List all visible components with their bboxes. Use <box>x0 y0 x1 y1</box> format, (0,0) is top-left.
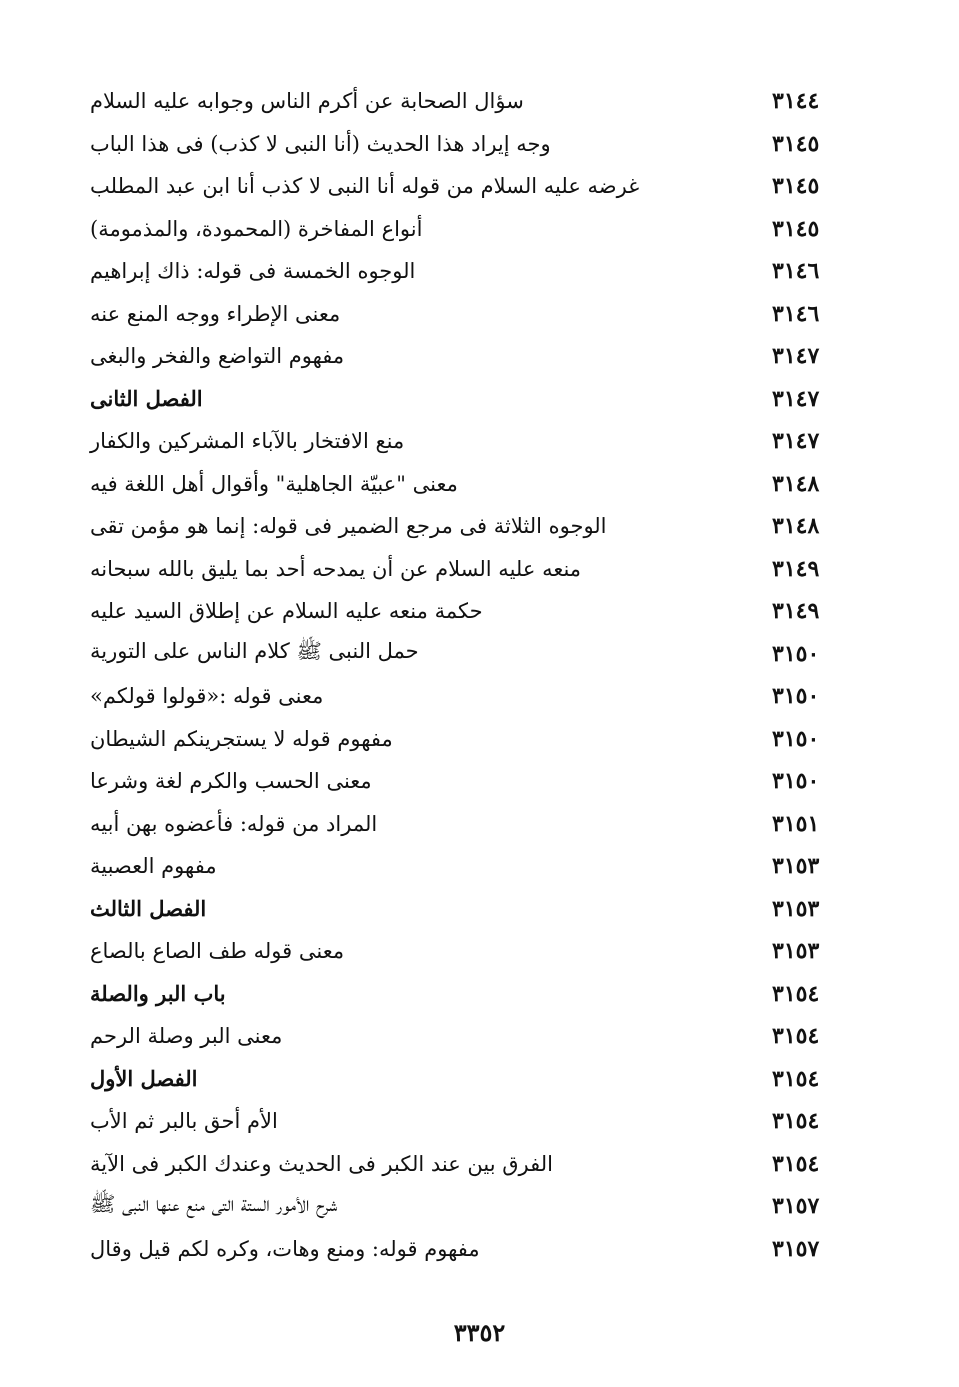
toc-entry-title: معنى الحسب والكرم لغة وشرعا <box>90 769 372 794</box>
toc-entry <box>90 633 852 676</box>
toc-entry <box>90 845 852 888</box>
toc-entry-title: وجه إيراد هذا الحديث (أنا النبى لا كذب) فى هذا الباب <box>90 131 551 156</box>
toc-entry-page-number: ٣١٥٣ <box>772 853 820 880</box>
toc-entry-title: المراد من قوله: فأعضوه بهن أبيه <box>90 811 378 836</box>
page-number: ٣٣٥٢ <box>453 1318 506 1347</box>
toc-entry-title: حمل النبى ﷺ كلام الناس على التورية <box>90 639 419 664</box>
toc-entry-title: معنى قوله :«قولوا قولكم» <box>90 684 324 709</box>
toc-entry <box>90 590 852 633</box>
toc-section-heading <box>90 378 852 421</box>
toc-entry-page-number: ٣١٥٤ <box>772 1023 820 1050</box>
toc-entry-page-number: ٣١٥٤ <box>772 1065 820 1092</box>
toc-entry <box>90 335 852 378</box>
toc-entry-page-number: ٣١٥١ <box>772 810 820 837</box>
toc-section-heading <box>90 888 852 931</box>
toc-entry-title: الوجوه الخمسة فى قوله: ذاك إبراهيم <box>90 259 416 284</box>
toc-entry-page-number: ٣١٥٠ <box>772 768 820 795</box>
toc-entry <box>90 1015 852 1058</box>
toc-entry-title: معنى الإطراء ووجه المنع عنه <box>90 301 341 326</box>
toc-entry <box>90 760 852 803</box>
toc-entry <box>90 675 852 718</box>
toc-entry-page-number: ٣١٤٩ <box>772 598 820 625</box>
toc-entry-title: الفرق بين عند الكبر فى الحديث وعندك الكبر فى الآية <box>90 1151 553 1176</box>
toc-entry-page-number: ٣١٥٤ <box>772 1150 820 1177</box>
toc-entry-page-number: ٣١٤٨ <box>772 513 820 540</box>
toc-entry <box>90 293 852 336</box>
toc-entry-page-number: ٣١٤٥ <box>772 215 820 242</box>
toc-entry-page-number: ٣١٥٣ <box>772 895 820 922</box>
toc-entry-page-number: ٣١٤٩ <box>772 555 820 582</box>
toc-entry-page-number: ٣١٤٧ <box>772 385 820 412</box>
toc-entry-page-number: ٣١٥٠ <box>772 683 820 710</box>
toc-entry-title: الفصل الأول <box>90 1066 198 1092</box>
toc-entry-page-number: ٣١٥٠ <box>772 640 820 667</box>
toc-entry <box>90 123 852 166</box>
toc-entry <box>90 250 852 293</box>
toc-entry <box>90 548 852 591</box>
toc-entry <box>90 803 852 846</box>
toc-entry <box>90 718 852 761</box>
toc-entry-title: مفهوم قوله لا يستجرينكم الشيطان <box>90 726 393 751</box>
toc-entry <box>90 1185 852 1228</box>
toc-entry-title: مفهوم العصبية <box>90 854 217 879</box>
toc-entry-title: حكمة منعه عليه السلام عن إطلاق السيد عليه <box>90 599 483 624</box>
toc-entry <box>90 165 852 208</box>
toc-entry-page-number: ٣١٥٧ <box>772 1235 820 1262</box>
toc-entry-page-number: ٣١٥٤ <box>772 980 820 1007</box>
toc-entry-title: معنى "عبيّة الجاهلية" وأقوال أهل اللغة فيه <box>90 471 458 496</box>
toc-entry-page-number: ٣١٤٥ <box>772 130 820 157</box>
toc-entry <box>90 208 852 251</box>
toc-entry-page-number: ٣١٤٧ <box>772 428 820 455</box>
toc-section-heading <box>90 973 852 1016</box>
toc-entry-title: منع الافتخار بالآباء المشركين والكفار <box>90 429 405 454</box>
toc-entry <box>90 80 852 123</box>
toc-entry-page-number: ٣١٥٤ <box>772 1108 820 1135</box>
toc-entry-title: سؤال الصحابة عن أكرم الناس وجوابه عليه السلام <box>90 89 524 114</box>
toc-entry-page-number: ٣١٤٥ <box>772 173 820 200</box>
toc-entry <box>90 463 852 506</box>
toc-entry-page-number: ٣١٤٦ <box>772 258 820 285</box>
toc-entry-page-number: ٣١٥٣ <box>772 938 820 965</box>
toc-entry-title: الوجوه الثلاثة فى مرجع الضمير فى قوله: إنما هو مؤمن تقى <box>90 514 607 539</box>
toc-section-heading <box>90 1058 852 1101</box>
toc-entry-title: الفصل الثالث <box>90 896 207 922</box>
table-of-contents <box>90 80 852 1270</box>
toc-entry-title: مفهوم التواضع والفخر والبغى <box>90 344 345 369</box>
toc-entry-page-number: ٣١٥٠ <box>772 725 820 752</box>
toc-entry <box>90 1143 852 1186</box>
toc-entry-title: مفهوم قوله: ومنع وهات، وكره لكم قيل وقال <box>90 1236 480 1261</box>
toc-entry-title: باب البر والصلة <box>90 981 226 1007</box>
toc-entry <box>90 1228 852 1271</box>
toc-entry <box>90 930 852 973</box>
toc-entry-title: منعه عليه السلام عن أن يمدحه أحد بما يليق بالله سبحانه <box>90 556 582 581</box>
toc-entry-page-number: ٣١٤٦ <box>772 300 820 327</box>
toc-entry-page-number: ٣١٤٨ <box>772 470 820 497</box>
toc-entry-title: الأم أحق بالبر ثم الأب <box>90 1109 278 1134</box>
toc-entry <box>90 420 852 463</box>
toc-entry-page-number: ٣١٤٤ <box>772 88 820 115</box>
toc-entry-title: شرح الأمور الستة التى منع عنها النبى ﷺ <box>90 1191 338 1216</box>
toc-entry-title: الفصل الثانى <box>90 386 203 412</box>
toc-entry-page-number: ٣١٤٧ <box>772 343 820 370</box>
toc-entry <box>90 505 852 548</box>
toc-entry-title: أنواع المفاخرة (المحمودة، والمذمومة) <box>90 216 423 241</box>
toc-entry-title: غرضه عليه السلام من قوله أنا النبى لا كذب أنا ابن عبد المطلب <box>90 174 640 199</box>
toc-entry-page-number: ٣١٥٧ <box>772 1193 820 1220</box>
toc-entry-title: معنى البر وصلة الرحم <box>90 1024 283 1049</box>
toc-entry-title: معنى قوله طف الصاع بالصاع <box>90 939 345 964</box>
toc-entry <box>90 1100 852 1143</box>
